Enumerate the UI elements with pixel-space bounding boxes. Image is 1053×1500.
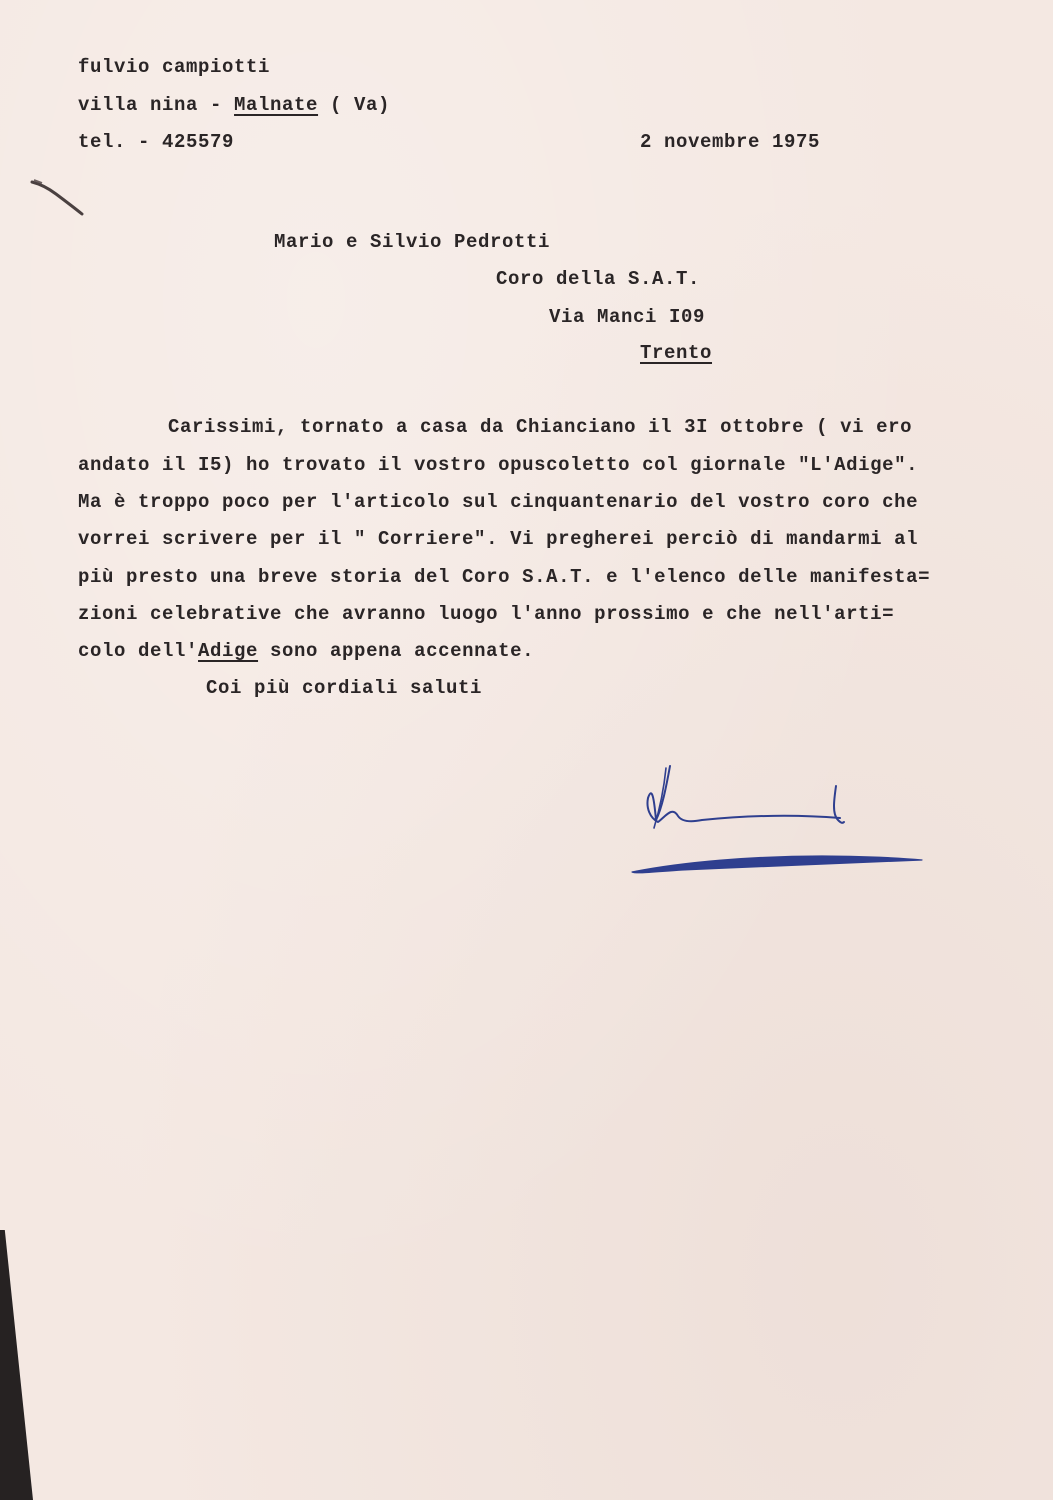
handwritten-signature-icon xyxy=(622,758,932,888)
body-line-3: Ma è troppo poco per l'articolo sul cinquantenario del vostro coro che xyxy=(78,491,919,513)
sender-address xyxy=(78,94,390,116)
recipient-city: Trento xyxy=(640,342,713,364)
pen-mark-icon xyxy=(30,178,90,218)
body-line-7 xyxy=(78,640,534,662)
closing-salutation: Coi più cordiali saluti xyxy=(206,677,483,699)
body-line-7-emphasis: Adige xyxy=(198,640,259,662)
sender-name: fulvio campiotti xyxy=(78,56,271,78)
recipient-organization: Coro della S.A.T. xyxy=(496,268,701,290)
body-line-5: più presto una breve storia del Coro S.A.T. e l'elenco delle manifesta= xyxy=(78,566,931,588)
body-line-7-prefix: colo dell' xyxy=(78,640,199,662)
body-line-2: andato il I5) ho trovato il vostro opuscoletto col giornale "L'Adige". xyxy=(78,454,919,476)
recipient-names: Mario e Silvio Pedrotti xyxy=(274,231,551,253)
sender-address-prefix: villa nina - xyxy=(78,94,235,116)
sender-address-suffix: ( Va) xyxy=(318,94,391,116)
body-line-7-suffix: sono appena accennate. xyxy=(258,640,535,662)
body-line-6: zioni celebrative che avranno luogo l'anno prossimo e che nell'arti= xyxy=(78,603,895,625)
sender-phone: tel. - 425579 xyxy=(78,131,235,153)
body-line-4: vorrei scrivere per il " Corriere". Vi pregherei perciò di mandarmi al xyxy=(78,528,919,550)
recipient-street: Via Manci I09 xyxy=(549,306,706,328)
body-line-1: Carissimi, tornato a casa da Chianciano il 3I ottobre ( vi ero xyxy=(168,416,913,438)
sender-address-town: Malnate xyxy=(234,94,319,116)
letter-date: 2 novembre 1975 xyxy=(640,131,821,153)
scan-edge-shadow xyxy=(0,1230,60,1500)
